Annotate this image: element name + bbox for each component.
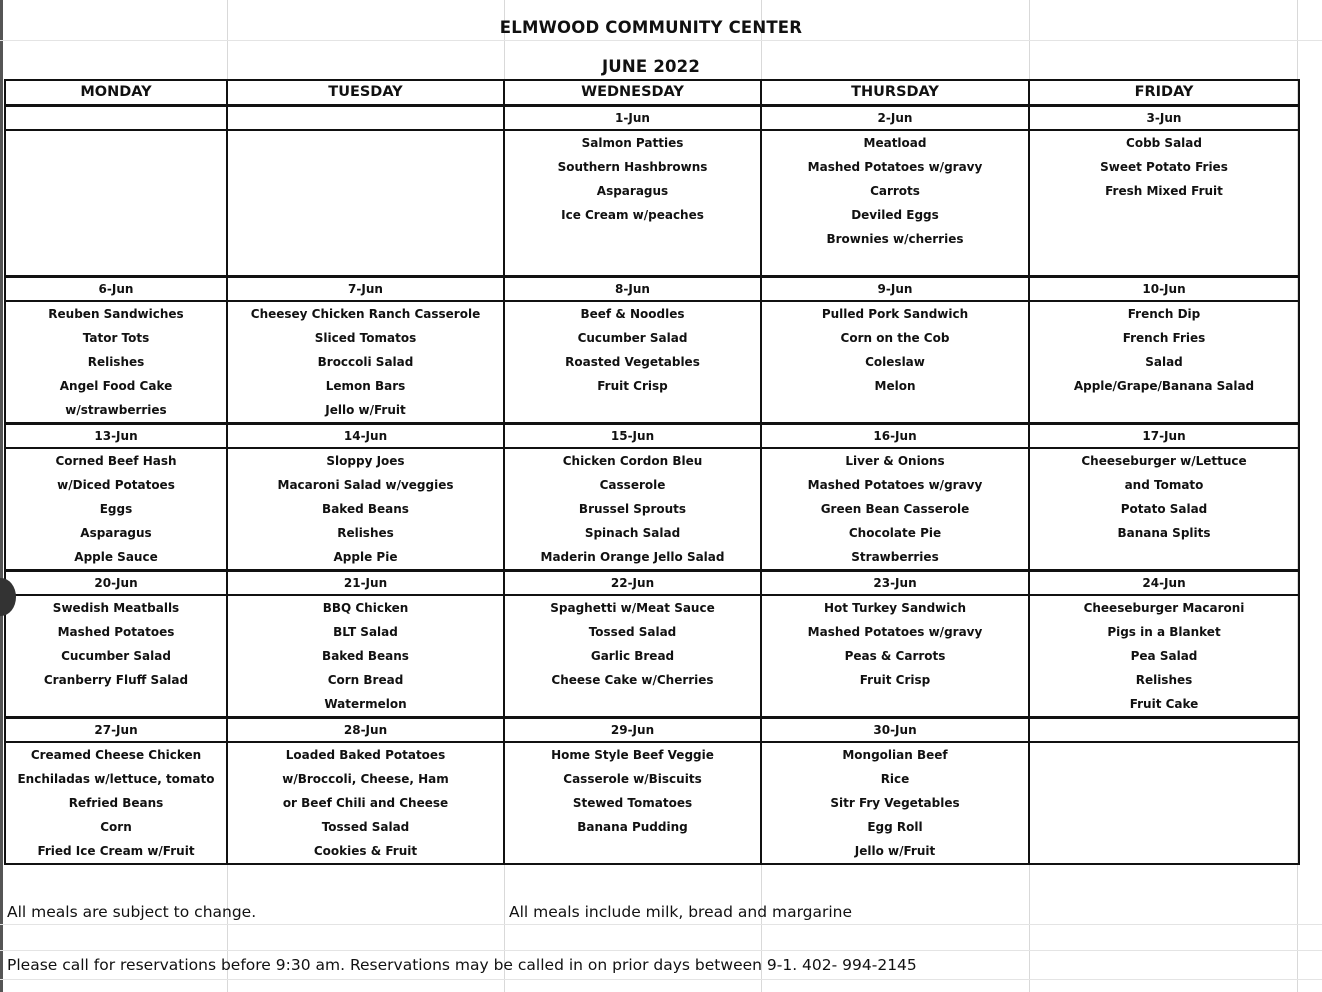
menu-item-cell-friday: Pea Salad [1029, 644, 1299, 668]
menu-item-cell-monday: Creamed Cheese Chicken [5, 742, 227, 767]
menu-item-row [5, 815, 1299, 839]
menu-item-cell-thursday: Brownies w/cherries [761, 227, 1029, 251]
menu-item-cell-friday [1029, 767, 1299, 791]
calendar-body [5, 80, 1299, 864]
menu-item-cell-tuesday: Sliced Tomatos [227, 326, 504, 350]
menu-item-cell-friday [1029, 839, 1299, 864]
weekday-header-monday: MONDAY [5, 80, 227, 106]
menu-item-row [5, 326, 1299, 350]
menu-item-row [5, 301, 1299, 326]
menu-item-cell-friday: Fruit Cake [1029, 692, 1299, 718]
date-cell-wednesday: 1-Jun [504, 106, 761, 131]
grid-row-line [0, 924, 1322, 925]
menu-item-cell-tuesday: Corn Bread [227, 668, 504, 692]
menu-item-cell-thursday: Deviled Eggs [761, 203, 1029, 227]
menu-item-cell-tuesday [227, 130, 504, 155]
menu-item-cell-thursday: Carrots [761, 179, 1029, 203]
menu-item-cell-tuesday [227, 227, 504, 251]
menu-item-cell-thursday: Rice [761, 767, 1029, 791]
menu-item-cell-tuesday: BLT Salad [227, 620, 504, 644]
date-cell-tuesday: 21-Jun [227, 571, 504, 596]
week-date-row [5, 106, 1299, 131]
menu-item-cell-monday: Asparagus [5, 521, 227, 545]
menu-item-cell-thursday: Mashed Potatoes w/gravy [761, 620, 1029, 644]
menu-item-row [5, 839, 1299, 864]
menu-item-cell-wednesday: Cheese Cake w/Cherries [504, 668, 761, 692]
menu-item-cell-tuesday: Apple Pie [227, 545, 504, 571]
menu-item-cell-monday [5, 692, 227, 718]
menu-item-cell-monday [5, 155, 227, 179]
menu-item-cell-wednesday: Ice Cream w/peaches [504, 203, 761, 227]
menu-item-cell-wednesday [504, 251, 761, 277]
menu-item-cell-friday: Banana Splits [1029, 521, 1299, 545]
menu-item-row [5, 620, 1299, 644]
menu-item-cell-wednesday: Casserole w/Biscuits [504, 767, 761, 791]
menu-item-row [5, 203, 1299, 227]
menu-item-cell-monday: Relishes [5, 350, 227, 374]
weekday-header-thursday: THURSDAY [761, 80, 1029, 106]
menu-item-cell-monday: Apple Sauce [5, 545, 227, 571]
date-cell-monday [5, 106, 227, 131]
menu-calendar-table [4, 79, 1300, 865]
menu-item-cell-wednesday: Roasted Vegetables [504, 350, 761, 374]
menu-item-cell-tuesday: Sloppy Joes [227, 448, 504, 473]
menu-item-cell-friday [1029, 227, 1299, 251]
menu-item-cell-thursday: Strawberries [761, 545, 1029, 571]
date-cell-friday: 24-Jun [1029, 571, 1299, 596]
menu-item-cell-friday [1029, 742, 1299, 767]
menu-item-cell-friday [1029, 791, 1299, 815]
change-note: All meals are subject to change. [7, 903, 257, 921]
menu-item-row [5, 130, 1299, 155]
menu-item-cell-monday [5, 227, 227, 251]
menu-item-cell-wednesday: Tossed Salad [504, 620, 761, 644]
menu-item-cell-thursday: Coleslaw [761, 350, 1029, 374]
menu-item-cell-thursday [761, 398, 1029, 424]
menu-item-cell-tuesday: Macaroni Salad w/veggies [227, 473, 504, 497]
date-cell-thursday: 30-Jun [761, 718, 1029, 743]
menu-item-row [5, 227, 1299, 251]
menu-item-cell-wednesday: Asparagus [504, 179, 761, 203]
menu-item-row [5, 350, 1299, 374]
menu-item-cell-friday: Pigs in a Blanket [1029, 620, 1299, 644]
menu-item-cell-monday: Corned Beef Hash [5, 448, 227, 473]
week-date-row [5, 277, 1299, 302]
sheet-left-edge [0, 0, 3, 992]
menu-item-cell-wednesday [504, 839, 761, 864]
menu-item-cell-wednesday [504, 227, 761, 251]
menu-item-cell-monday [5, 130, 227, 155]
date-cell-friday: 3-Jun [1029, 106, 1299, 131]
weekday-header-wednesday: WEDNESDAY [504, 80, 761, 106]
date-cell-monday: 6-Jun [5, 277, 227, 302]
menu-item-cell-monday: Refried Beans [5, 791, 227, 815]
menu-item-cell-tuesday: or Beef Chili and Cheese [227, 791, 504, 815]
menu-item-cell-monday: Reuben Sandwiches [5, 301, 227, 326]
date-cell-thursday: 23-Jun [761, 571, 1029, 596]
weekday-header-friday: FRIDAY [1029, 80, 1299, 106]
date-cell-thursday: 2-Jun [761, 106, 1029, 131]
date-cell-tuesday: 14-Jun [227, 424, 504, 449]
menu-item-row [5, 251, 1299, 277]
menu-item-cell-thursday: Peas & Carrots [761, 644, 1029, 668]
menu-item-cell-friday [1029, 815, 1299, 839]
menu-item-cell-wednesday: Banana Pudding [504, 815, 761, 839]
menu-item-row [5, 595, 1299, 620]
menu-item-cell-tuesday: Lemon Bars [227, 374, 504, 398]
date-cell-monday: 27-Jun [5, 718, 227, 743]
menu-item-cell-monday [5, 251, 227, 277]
menu-item-cell-monday: Swedish Meatballs [5, 595, 227, 620]
menu-item-cell-wednesday: Stewed Tomatoes [504, 791, 761, 815]
menu-item-cell-wednesday [504, 692, 761, 718]
menu-item-cell-monday: Mashed Potatoes [5, 620, 227, 644]
includes-note: All meals include milk, bread and margarine [509, 903, 853, 921]
date-cell-tuesday: 7-Jun [227, 277, 504, 302]
menu-item-cell-thursday: Liver & Onions [761, 448, 1029, 473]
menu-item-cell-thursday: Mongolian Beef [761, 742, 1029, 767]
menu-item-cell-friday: Relishes [1029, 668, 1299, 692]
date-cell-tuesday [227, 106, 504, 131]
menu-item-cell-wednesday: Salmon Patties [504, 130, 761, 155]
date-cell-wednesday: 29-Jun [504, 718, 761, 743]
menu-item-cell-thursday: Sitr Fry Vegetables [761, 791, 1029, 815]
menu-item-cell-monday: w/strawberries [5, 398, 227, 424]
weekday-header-tuesday: TUESDAY [227, 80, 504, 106]
menu-item-cell-monday: Cranberry Fluff Salad [5, 668, 227, 692]
menu-item-cell-friday: and Tomato [1029, 473, 1299, 497]
date-cell-monday: 13-Jun [5, 424, 227, 449]
menu-item-cell-thursday: Fruit Crisp [761, 668, 1029, 692]
week-date-row [5, 571, 1299, 596]
date-cell-friday [1029, 718, 1299, 743]
menu-item-cell-monday: Fried Ice Cream w/Fruit [5, 839, 227, 864]
weekday-header-row [5, 80, 1299, 106]
menu-item-cell-wednesday: Beef & Noodles [504, 301, 761, 326]
date-cell-thursday: 9-Jun [761, 277, 1029, 302]
menu-item-cell-monday: Cucumber Salad [5, 644, 227, 668]
menu-item-cell-wednesday: Spinach Salad [504, 521, 761, 545]
menu-item-cell-wednesday: Home Style Beef Veggie [504, 742, 761, 767]
menu-item-row [5, 767, 1299, 791]
menu-item-cell-tuesday: w/Broccoli, Cheese, Ham [227, 767, 504, 791]
menu-item-row [5, 398, 1299, 424]
menu-item-cell-monday: Enchiladas w/lettuce, tomato [5, 767, 227, 791]
date-cell-monday: 20-Jun [5, 571, 227, 596]
menu-item-cell-thursday: Mashed Potatoes w/gravy [761, 155, 1029, 179]
menu-item-cell-wednesday: Spaghetti w/Meat Sauce [504, 595, 761, 620]
menu-item-cell-thursday [761, 251, 1029, 277]
menu-item-cell-friday: Salad [1029, 350, 1299, 374]
menu-item-cell-thursday: Mashed Potatoes w/gravy [761, 473, 1029, 497]
menu-item-cell-friday: Fresh Mixed Fruit [1029, 179, 1299, 203]
menu-item-cell-tuesday: Tossed Salad [227, 815, 504, 839]
menu-item-cell-thursday [761, 692, 1029, 718]
menu-item-cell-thursday: Egg Roll [761, 815, 1029, 839]
menu-item-cell-tuesday: Baked Beans [227, 644, 504, 668]
menu-item-cell-wednesday [504, 398, 761, 424]
menu-item-row [5, 473, 1299, 497]
menu-item-cell-thursday: Hot Turkey Sandwich [761, 595, 1029, 620]
date-cell-friday: 17-Jun [1029, 424, 1299, 449]
menu-item-row [5, 497, 1299, 521]
grid-row-line [0, 950, 1322, 951]
menu-item-row [5, 692, 1299, 718]
menu-item-row [5, 521, 1299, 545]
menu-item-cell-friday: Cobb Salad [1029, 130, 1299, 155]
menu-item-cell-tuesday [227, 251, 504, 277]
menu-item-cell-wednesday: Fruit Crisp [504, 374, 761, 398]
date-cell-wednesday: 15-Jun [504, 424, 761, 449]
menu-item-cell-wednesday: Chicken Cordon Bleu [504, 448, 761, 473]
menu-item-cell-friday [1029, 203, 1299, 227]
menu-item-cell-friday: Cheeseburger w/Lettuce [1029, 448, 1299, 473]
grid-row-line [0, 979, 1322, 980]
menu-item-cell-friday: French Dip [1029, 301, 1299, 326]
menu-item-row [5, 742, 1299, 767]
date-cell-friday: 10-Jun [1029, 277, 1299, 302]
menu-item-cell-monday [5, 179, 227, 203]
menu-item-cell-friday [1029, 545, 1299, 571]
menu-item-cell-thursday: Jello w/Fruit [761, 839, 1029, 864]
date-cell-wednesday: 8-Jun [504, 277, 761, 302]
menu-item-cell-wednesday: Brussel Sprouts [504, 497, 761, 521]
menu-item-row [5, 179, 1299, 203]
menu-item-cell-friday: French Fries [1029, 326, 1299, 350]
menu-item-cell-thursday: Green Bean Casserole [761, 497, 1029, 521]
date-cell-thursday: 16-Jun [761, 424, 1029, 449]
menu-item-cell-monday: w/Diced Potatoes [5, 473, 227, 497]
reservations-note: Please call for reservations before 9:30 am. Reservations may be called in on prior days between 9-1. 402- 994-2145 [7, 956, 917, 974]
menu-item-cell-thursday: Melon [761, 374, 1029, 398]
menu-item-cell-tuesday: BBQ Chicken [227, 595, 504, 620]
menu-item-row [5, 791, 1299, 815]
menu-item-cell-tuesday: Watermelon [227, 692, 504, 718]
menu-item-cell-tuesday: Relishes [227, 521, 504, 545]
menu-item-cell-friday: Potato Salad [1029, 497, 1299, 521]
menu-item-cell-friday: Sweet Potato Fries [1029, 155, 1299, 179]
menu-item-cell-monday: Tator Tots [5, 326, 227, 350]
menu-item-cell-tuesday: Loaded Baked Potatoes [227, 742, 504, 767]
menu-item-row [5, 155, 1299, 179]
menu-item-cell-wednesday: Garlic Bread [504, 644, 761, 668]
week-date-row [5, 424, 1299, 449]
menu-item-row [5, 644, 1299, 668]
menu-item-row [5, 668, 1299, 692]
menu-item-cell-tuesday: Cookies & Fruit [227, 839, 504, 864]
menu-item-cell-monday: Corn [5, 815, 227, 839]
menu-item-cell-friday: Apple/Grape/Banana Salad [1029, 374, 1299, 398]
menu-item-cell-monday: Angel Food Cake [5, 374, 227, 398]
menu-item-cell-wednesday: Maderin Orange Jello Salad [504, 545, 761, 571]
menu-item-cell-monday [5, 203, 227, 227]
month-title: JUNE 2022 [601, 57, 701, 76]
grid-row-line [0, 40, 1322, 41]
menu-item-cell-tuesday [227, 155, 504, 179]
menu-item-cell-friday [1029, 251, 1299, 277]
menu-item-cell-wednesday: Southern Hashbrowns [504, 155, 761, 179]
menu-item-cell-wednesday: Casserole [504, 473, 761, 497]
date-cell-tuesday: 28-Jun [227, 718, 504, 743]
center-name-title: ELMWOOD COMMUNITY CENTER [499, 18, 803, 37]
menu-item-cell-tuesday: Baked Beans [227, 497, 504, 521]
menu-item-cell-tuesday [227, 179, 504, 203]
date-cell-wednesday: 22-Jun [504, 571, 761, 596]
menu-item-cell-thursday: Pulled Pork Sandwich [761, 301, 1029, 326]
menu-item-row [5, 545, 1299, 571]
menu-item-cell-thursday: Chocolate Pie [761, 521, 1029, 545]
menu-item-row [5, 448, 1299, 473]
menu-item-cell-tuesday: Cheesey Chicken Ranch Casserole [227, 301, 504, 326]
menu-item-cell-thursday: Corn on the Cob [761, 326, 1029, 350]
menu-item-cell-tuesday [227, 203, 504, 227]
menu-item-cell-monday: Eggs [5, 497, 227, 521]
menu-item-cell-tuesday: Broccoli Salad [227, 350, 504, 374]
menu-item-cell-friday [1029, 398, 1299, 424]
menu-item-row [5, 374, 1299, 398]
menu-item-cell-tuesday: Jello w/Fruit [227, 398, 504, 424]
menu-item-cell-wednesday: Cucumber Salad [504, 326, 761, 350]
menu-item-cell-thursday: Meatload [761, 130, 1029, 155]
menu-item-cell-friday: Cheeseburger Macaroni [1029, 595, 1299, 620]
week-date-row [5, 718, 1299, 743]
